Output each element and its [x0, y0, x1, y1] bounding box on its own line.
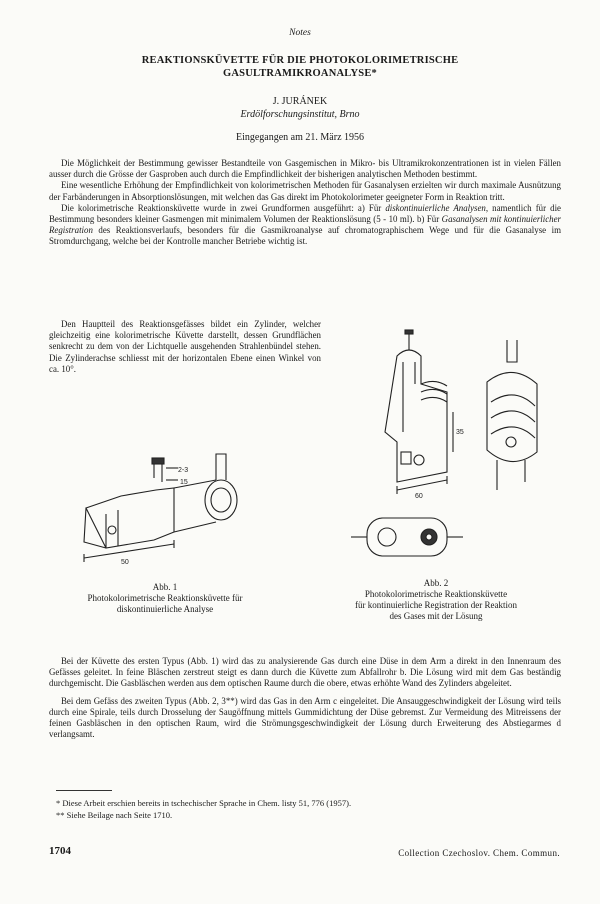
fig2-caption-line-3: des Gases mit der Lösung — [389, 611, 483, 621]
journal-name: Collection Czechoslov. Chem. Commun. — [398, 848, 560, 858]
fig1-caption-line-1: Photokolorimetrische Reaktionsküvette für — [87, 593, 243, 603]
paragraph-2: Eine wesentliche Erhöhung der Empfindlichkeit von kolorimetrischen Methoden für Gasanalysen erzielten wir durch maximale Ausnützung der Farbänderungen in Absorptionslösungen, mit welchen das Gas direkt im Photokolorimeter geeigneter Form in Reaktion tritt. — [49, 180, 561, 202]
fig2-label: Abb. 2 — [423, 578, 449, 588]
paragraph-1: Die Möglichkeit der Bestimmung gewisser Bestandteile von Gasgemischen in Mikro- bis Ultramikrokonzentrationen ist in vielen Fällen ausser durch die Grösse der Gasproben auch durch die Empfindlichkeit der bisherigen analytischen Methoden bestimmt. — [49, 158, 561, 180]
author: J. JURÁNEK — [272, 96, 328, 107]
affiliation: Erdölforschungsinstitut, Brno — [240, 109, 360, 120]
article-title — [60, 54, 540, 80]
figure-2-drawing — [337, 322, 565, 574]
p3-text-a: Die kolorimetrische Reaktionsküvette wurde in zwei Grundformen ausgeführt: a) Für — [61, 202, 386, 213]
lower-text — [49, 656, 561, 740]
fig2-dim-35: 35 — [456, 429, 464, 436]
left-column-text — [49, 319, 321, 375]
footnote-2: ** Siehe Beilage nach Seite 1710. — [56, 810, 173, 820]
p3-emph-2: Gasanalysen mit kontinuierlicher Registration — [49, 214, 561, 236]
received-date: Eingegangen am 21. März 1956 — [235, 132, 365, 143]
intro-text — [49, 158, 561, 248]
p3-emph-1: diskontinuierliche Analysen — [385, 202, 486, 213]
footnote-1: * Diese Arbeit erschien bereits in tschechischer Sprache in Chem. listy 51, 776 (1957). — [56, 798, 352, 808]
fig1-caption-line-2: diskontinuierliche Analyse — [116, 604, 214, 614]
p3-text-b: , namentlich für die Bestimmung besonders kleiner Gasmengen mit minimalem Volumen der Reaktionslösung (5 - 10 ml). b) Für — [49, 202, 561, 225]
running-head: Notes — [289, 28, 311, 38]
p3-text-c: des Reaktionsverlaufs, besonders für die Gasmikroanalyse auf chromatographischem Wege und für die Gasanalyse im Stromdurchgang, welche bei der Kontrolle mancher Betriebe wichtig ist. — [49, 225, 561, 247]
paragraph-5: Bei der Küvette des ersten Typus (Abb. 1) wird das zu analysierende Gas durch eine Düse in dem Arm a direkt in den Innenraum des Gefässes geleitet. In feine Bläschen zerstreut steigt es dann durch die Küvette zum Abfallrohr b. Die Lösung wird mit dem Gas beständig durchgemischt. Die Gasbläschen werden aus dem optischen Raume durch die obere, etwas erhöhte Wand des Zylinders abgeleitet. — [49, 656, 561, 689]
figure-1-caption — [40, 582, 290, 615]
figure-2-caption — [306, 578, 566, 622]
fig2-caption-line-1: Photokolorimetrische Reaktionsküvette — [364, 589, 508, 599]
fig2-dim-60: 60 — [415, 493, 423, 500]
title-line-2: GASULTRAMIKROANALYSE* — [223, 68, 377, 79]
paragraph-4: Den Hauptteil des Reaktionsgefässes bildet ein Zylinder, welcher gleichzeitig eine kolorimetrische Küvette darstellt, dessen Grundflächen senkrecht zu dem von der Lichtquelle ausgehenden Strahlenbündel stehen. Die Zylinderachse schliesst mit der horizontalen Ebene einen Winkel von ca. 10°. — [49, 319, 321, 374]
paragraph-3 — [49, 203, 561, 248]
paragraph-6: Bei dem Gefäss des zweiten Typus (Abb. 2, 3**) wird das Gas in den Arm c eingeleitet. Die Ansauggeschwindigkeit der Lösung wird teils durch eine Spirale, teils durch Drosselung der Saugöffnung mittels Gummidichtung der Düse gebremst. Zur Vermeidung des Mitreissens der feinen Gasbläschen in den optischen Raum, wird die Strömungsgeschwindigkeit der Lösung durch Erweiterung des Abstiegarmes d verlangsamt. — [49, 695, 561, 740]
footnotes — [56, 797, 556, 821]
fig2-caption-line-2: für kontinuierliche Registration der Reaktion — [355, 600, 517, 610]
figure-1-drawing — [66, 448, 266, 576]
fig1-dim-15: 15 — [180, 479, 188, 486]
fig1-dim-50: 50 — [121, 559, 129, 566]
page-number: 1704 — [49, 845, 71, 857]
fig1-label: Abb. 1 — [152, 582, 178, 592]
footnote-rule — [56, 790, 112, 791]
fig1-dim-2-3: 2-3 — [178, 467, 189, 474]
title-line-1: REAKTIONSKÜVETTE FÜR DIE PHOTOKOLORIMETRISCHE — [141, 55, 459, 66]
